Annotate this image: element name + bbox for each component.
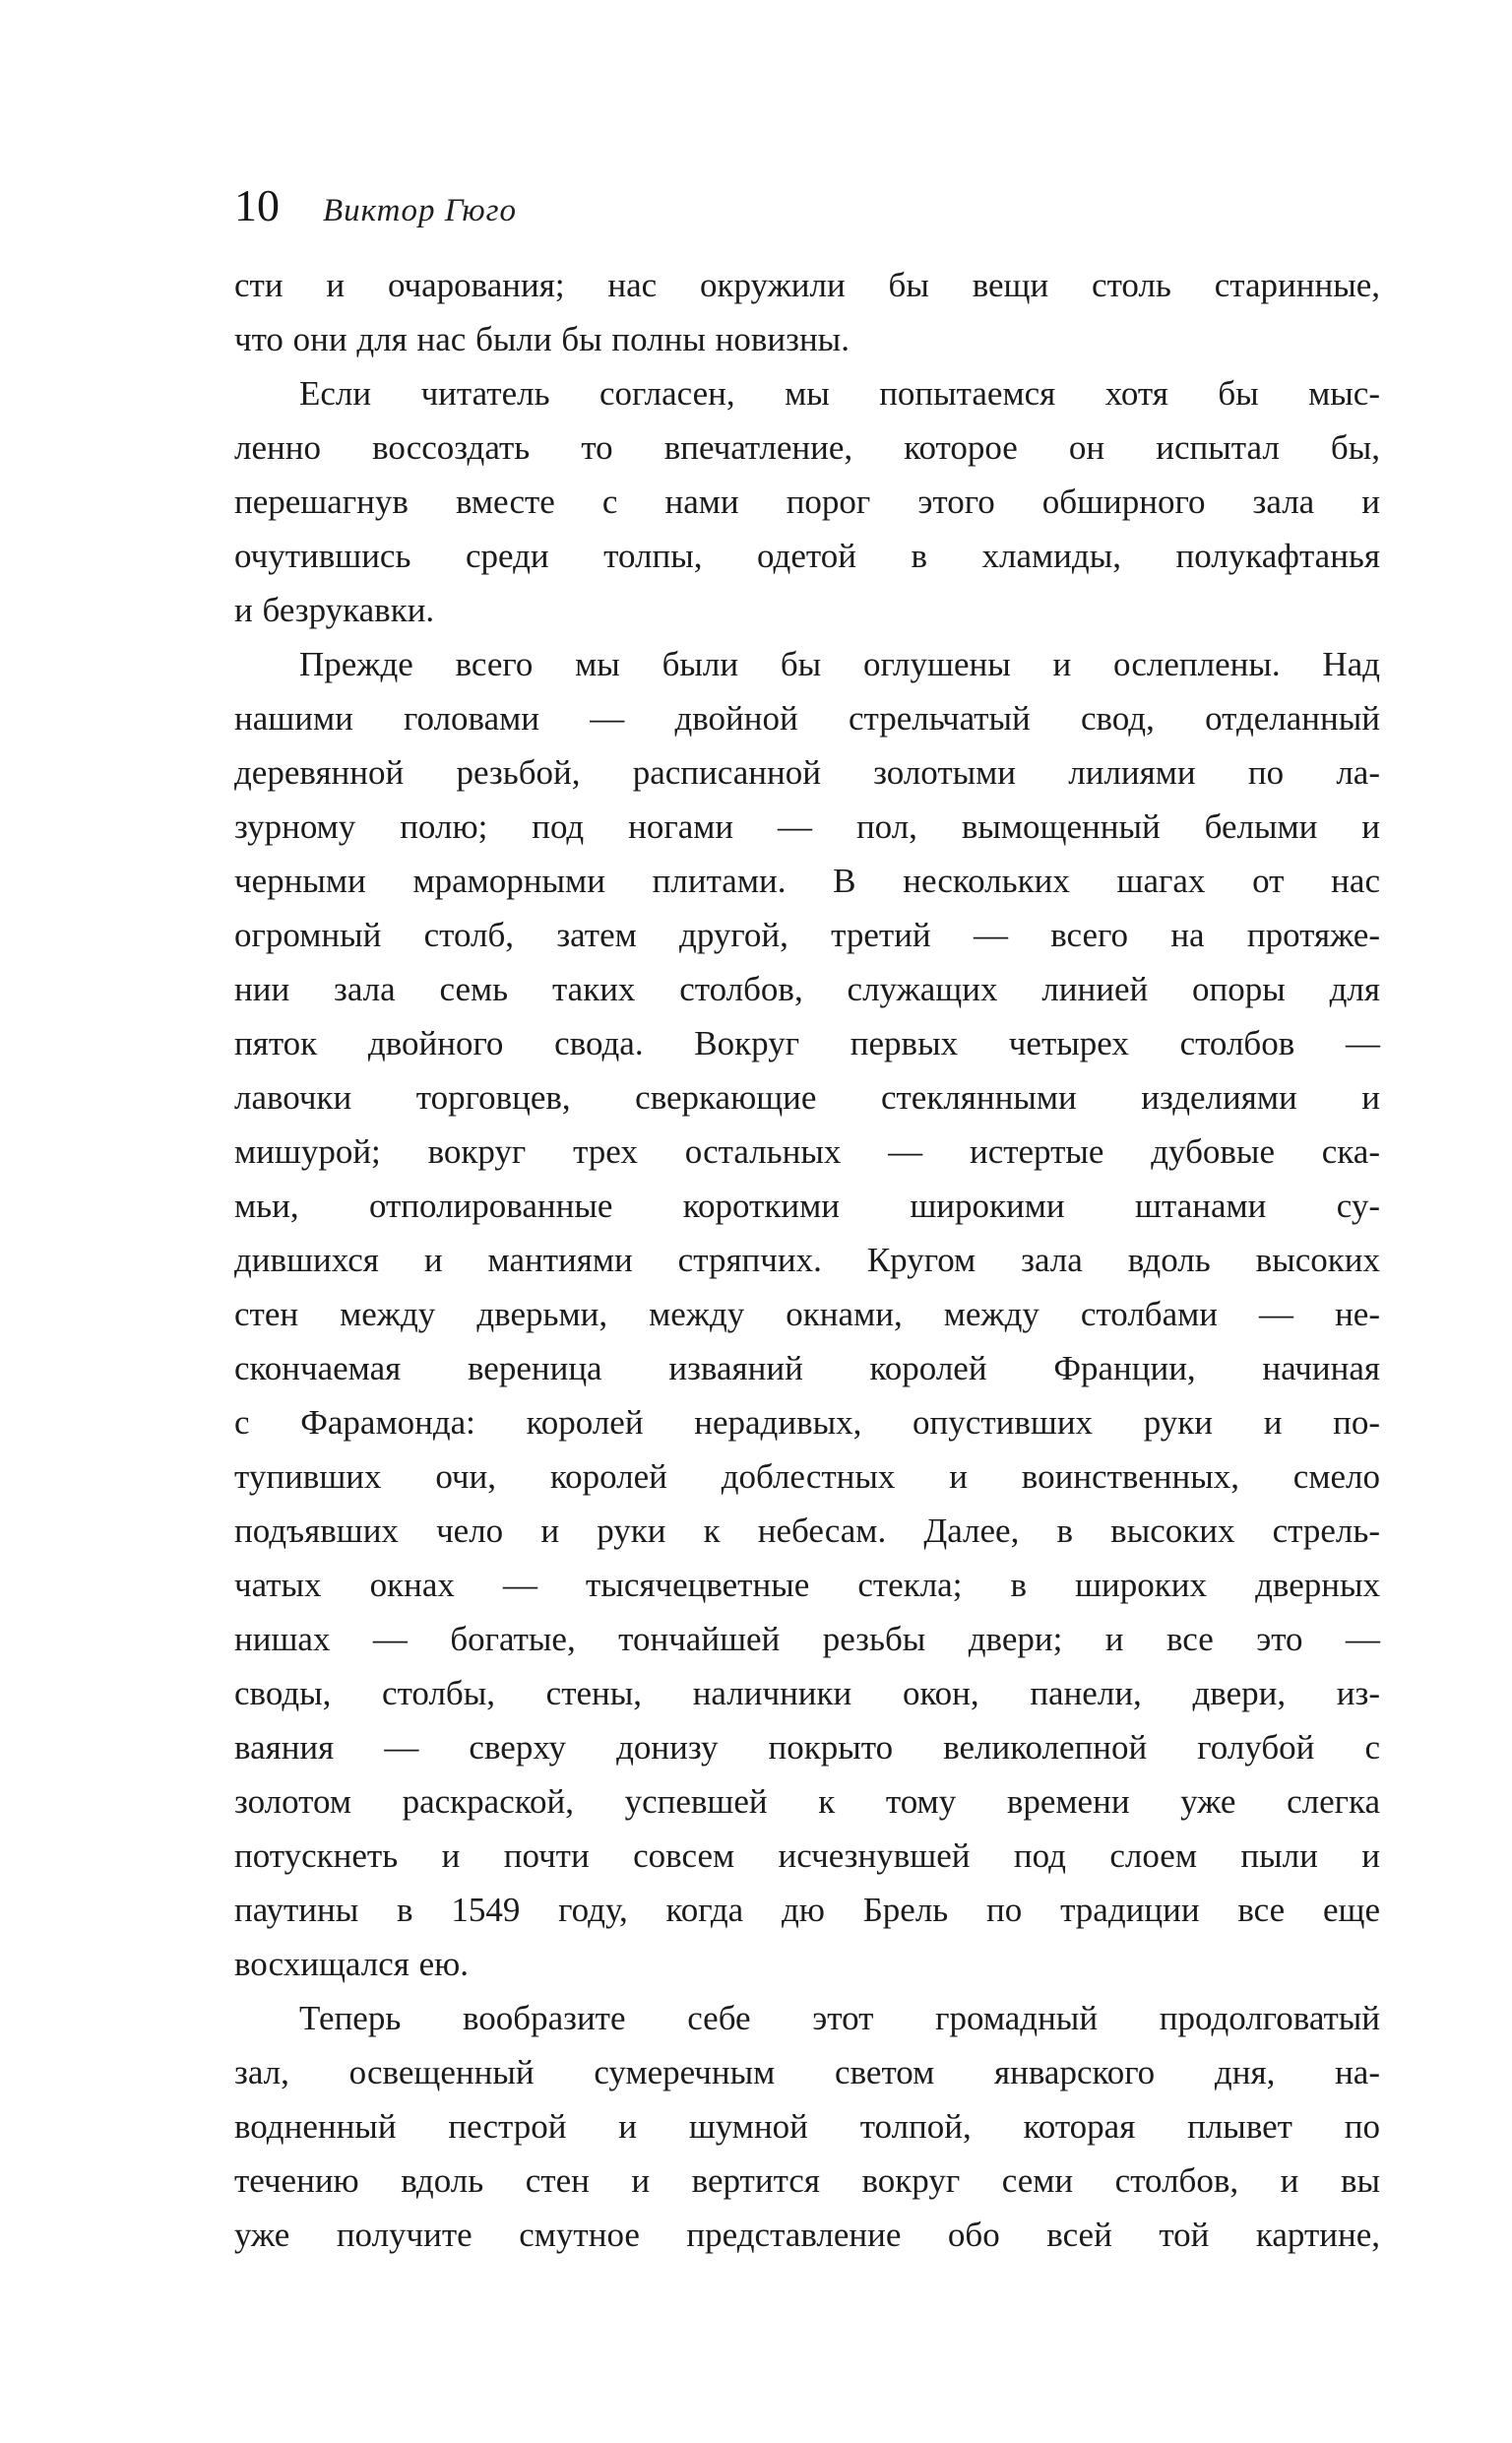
- text-line: подъявших чело и руки к небесам. Далее, в высоких стрель-: [234, 1511, 1380, 1550]
- text-line: перешагнув вместе с нами порог этого обширного зала и: [234, 482, 1380, 521]
- text-line: нишах — богатые, тончайшей резьбы двери; и все это —: [234, 1620, 1380, 1658]
- paragraph: [234, 1991, 1380, 2262]
- text-line: сти и очарования; нас окружили бы вещи столь старинные,: [234, 266, 1380, 304]
- text-line: чатых окнах — тысячецветные стекла; в широких дверных: [234, 1566, 1380, 1604]
- paragraph: [234, 366, 1380, 637]
- page-text: [234, 258, 1380, 2262]
- text-line: своды, столбы, стены, наличники окон, панели, двери, из-: [234, 1674, 1380, 1712]
- text-line: лавочки торговцев, сверкающие стеклянными изделиями и: [234, 1078, 1380, 1117]
- text-line: потускнеть и почти совсем исчезнувшей под слоем пыли и: [234, 1836, 1380, 1875]
- text-line: Теперь вообразите себе этот громадный продолговатый: [299, 1999, 1380, 2037]
- text-line: с Фарамонда: королей нерадивых, опустивших руки и по-: [234, 1403, 1380, 1442]
- text-line: деревянной резьбой, расписанной золотыми лилиями по ла-: [234, 753, 1380, 792]
- text-line: восхищался ею.: [234, 1945, 470, 1983]
- text-line: зурному полю; под ногами — пол, вымощенный белыми и: [234, 807, 1380, 846]
- page-number: 10: [234, 180, 280, 230]
- text-line: стен между дверьми, между окнами, между столбами — не-: [234, 1295, 1380, 1333]
- text-line: мьи, отполированные короткими широкими штанами су-: [234, 1187, 1380, 1225]
- text-line: огромный столб, затем другой, третий — всего на протяже-: [234, 916, 1380, 954]
- text-line: и безрукавки.: [234, 591, 435, 629]
- text-line: течению вдоль стен и вертится вокруг семи столбов, и вы: [234, 2161, 1380, 2200]
- text-line: водненный пестрой и шумной толпой, которая плывет по: [234, 2107, 1380, 2146]
- text-line: ленно воссоздать то впечатление, которое он испытал бы,: [234, 428, 1380, 467]
- text-line: мишурой; вокруг трех остальных — истертые дубовые ска-: [234, 1132, 1380, 1171]
- text-line: зал, освещенный сумеречным светом январского дня, на-: [234, 2053, 1380, 2091]
- author-name: Виктор Гюго: [323, 193, 518, 228]
- text-line: паутины в 1549 году, когда дю Брель по традиции все еще: [234, 1891, 1380, 1929]
- text-line: золотом раскраской, успевшей к тому времени уже слегка: [234, 1782, 1380, 1821]
- text-line: нашими головами — двойной стрельчатый свод, отделанный: [234, 699, 1380, 738]
- text-line: что они для нас были бы полны новизны.: [234, 320, 850, 358]
- text-line: тупивших очи, королей доблестных и воинственных, смело: [234, 1457, 1380, 1496]
- text-line: Прежде всего мы были бы оглушены и ослеплены. Над: [299, 645, 1380, 683]
- text-line: черными мраморными плитами. В нескольких шагах от нас: [234, 862, 1380, 900]
- paragraph: [234, 258, 1380, 366]
- paragraph: [234, 637, 1380, 1991]
- text-line: очутившись среди толпы, одетой в хламиды, полукафтанья: [234, 537, 1380, 575]
- text-line: нии зала семь таких столбов, служащих линией опоры для: [234, 970, 1380, 1008]
- text-line: скончаемая вереница изваяний королей Франции, начиная: [234, 1349, 1380, 1387]
- text-line: уже получите смутное представление обо всей той картине,: [234, 2216, 1380, 2254]
- text-line: дившихся и мантиями стряпчих. Кругом зала вдоль высоких: [234, 1241, 1380, 1279]
- running-header: [234, 180, 518, 230]
- text-line: ваяния — сверху донизу покрыто великолепной голубой с: [234, 1728, 1380, 1767]
- text-line: пяток двойного свода. Вокруг первых четырех столбов —: [234, 1024, 1380, 1062]
- text-line: Если читатель согласен, мы попытаемся хотя бы мыс-: [299, 374, 1380, 413]
